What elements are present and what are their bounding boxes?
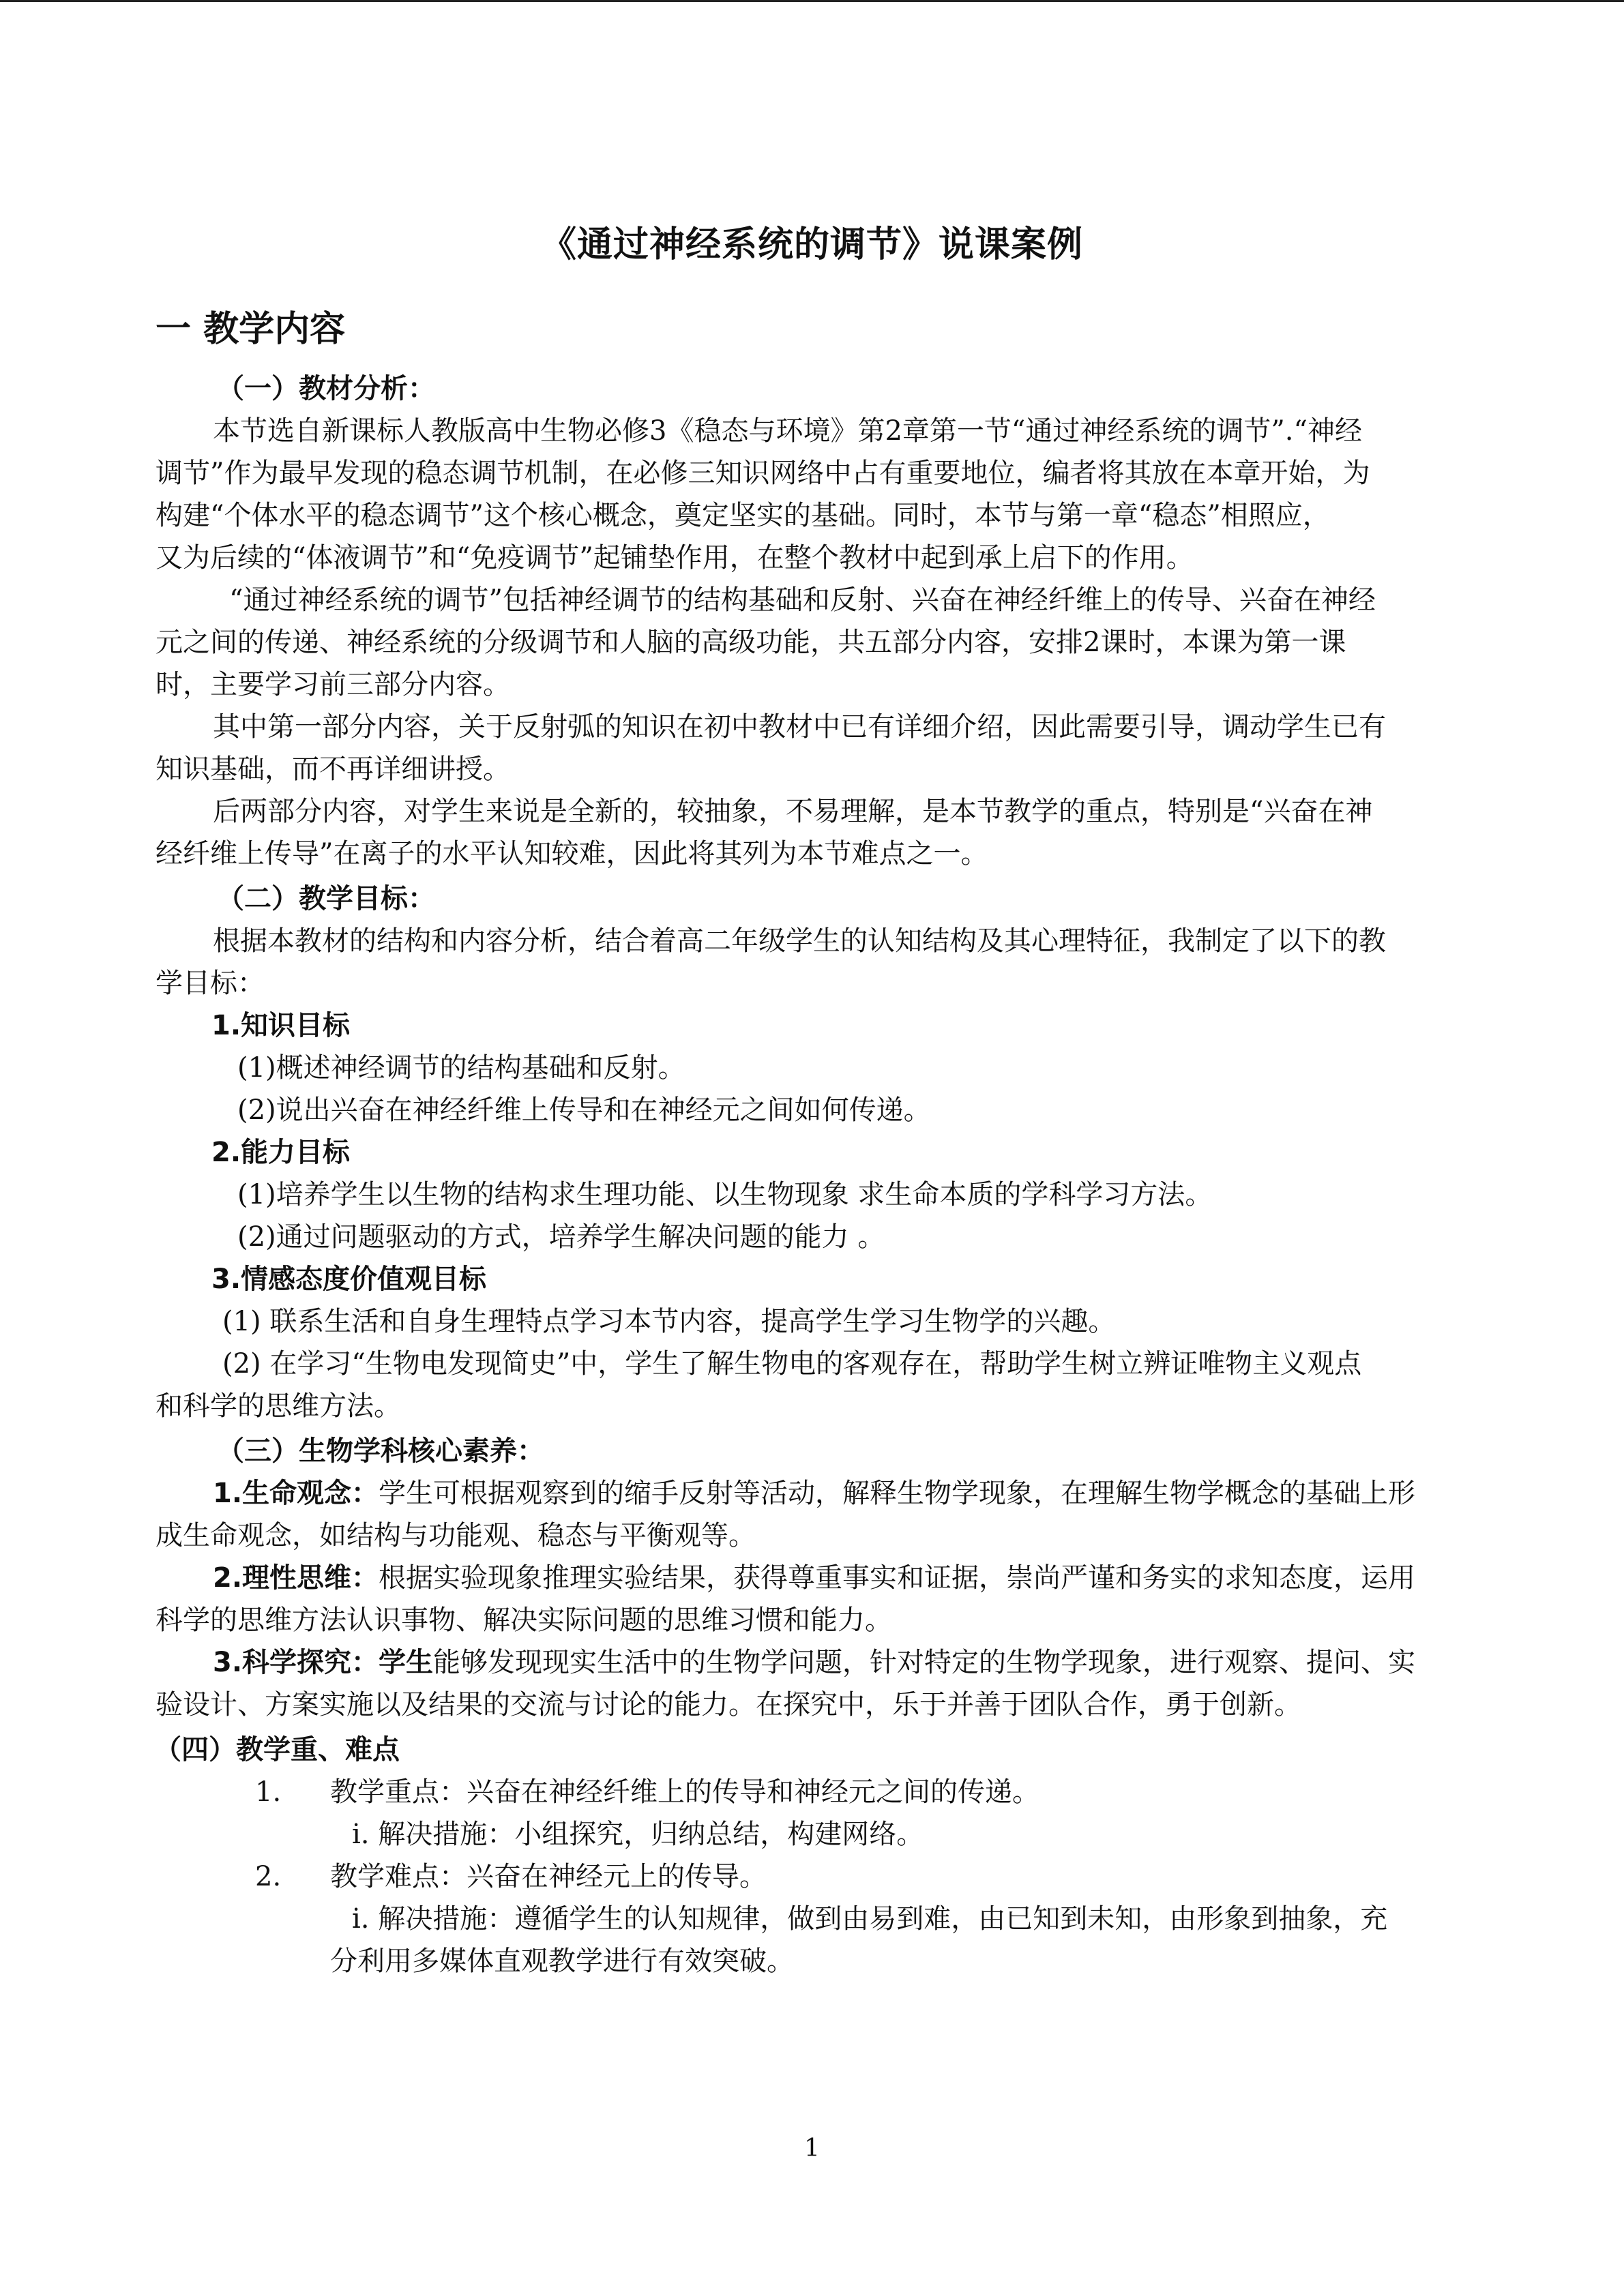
paragraph-line: “通过神经系统的调节”包括神经调节的结构基础和反射、兴奋在神经纤维上的传导、兴奋在神经: [229, 584, 1376, 616]
paragraph-line: 验设计、方案实施以及结果的交流与讨论的能力。在探究中，乐于并善于团队合作，勇于创新。: [156, 1689, 1301, 1720]
core-literacy-line: [213, 1474, 1415, 1512]
goal-heading-ability: 2.能力目标: [211, 1137, 351, 1168]
core-literacy-text: 根据实验现象推理实验结果，获得尊重事实和证据，崇尚严谨和务实的求知态度，运用: [379, 1562, 1416, 1594]
paragraph-line: 经纤维上传导”在离子的水平认知较难，因此将其列为本节难点之一。: [156, 838, 988, 869]
key-point-measure: i. 解决措施：小组探究，归纳总结，构建网络。: [352, 1819, 924, 1850]
key-point-measure: i. 解决措施：遵循学生的认知规律，做到由易到难，由已知到未知，由形象到抽象，充: [352, 1903, 1388, 1935]
key-point-measure-continued: 分利用多媒体直观教学进行有效突破。: [330, 1945, 794, 1977]
goal-item: (2)通过问题驱动的方式，培养学生解决问题的能力 。: [237, 1221, 885, 1253]
core-literacy-label: 1.生命观念：: [213, 1478, 379, 1509]
goal-item-continued: 和科学的思维方法。: [156, 1390, 401, 1422]
paragraph-line: 知识基础，而不再详细讲授。: [156, 754, 510, 785]
subheading-core-literacy: （三）生物学科核心素养：: [217, 1435, 544, 1467]
core-literacy-label: 2.理性思维：: [213, 1562, 379, 1594]
key-point-item: 教学重点：兴奋在神经纤维上的传导和神经元之间的传递。: [330, 1776, 1039, 1808]
core-literacy-text: 能够发现现实生活中的生物学问题，针对特定的生物学现象，进行观察、提问、实: [433, 1647, 1416, 1678]
paragraph-line: 根据本教材的结构和内容分析，结合着高二年级学生的认知结构及其心理特征，我制定了以下的教: [213, 925, 1386, 957]
key-point-item: 教学难点：兴奋在神经元上的传导。: [330, 1861, 767, 1892]
page-number: 1: [804, 2134, 820, 2162]
goal-item: (2) 在学习“生物电发现简史”中，学生了解生物电的客观存在，帮助学生树立辨证唯物主义观点: [222, 1348, 1362, 1380]
paragraph-line: 又为后续的“体液调节”和“免疫调节”起铺垫作用，在整个教材中起到承上启下的作用。: [156, 542, 1194, 573]
paragraph-line: 构建“个体水平的稳态调节”这个核心概念，奠定坚实的基础。同时，本节与第一章“稳态”相照应，: [156, 500, 1330, 531]
goal-heading-knowledge: 1.知识目标: [211, 1010, 351, 1041]
paragraph-line: 元之间的传递、神经系统的分级调节和人脑的高级功能，共五部分内容，安排2课时，本课为第一课: [156, 627, 1346, 658]
document-title: 《通过神经系统的调节》说课案例: [540, 224, 1083, 265]
paragraph-line: 科学的思维方法认识事物、解决实际问题的思维习惯和能力。: [156, 1605, 892, 1636]
goal-item: (1)概述神经调节的结构基础和反射。: [237, 1052, 685, 1084]
list-number: 2.: [255, 1861, 282, 1892]
goal-item: (1)培养学生以生物的结构求生理功能、以生物现象 求生命本质的学科学习方法。: [237, 1179, 1213, 1210]
goal-item: (1) 联系生活和自身生理特点学习本节内容，提高学生学习生物学的兴趣。: [222, 1306, 1116, 1337]
subheading-textbook-analysis: （一）教材分析：: [217, 373, 435, 404]
paragraph-line: 时，主要学习前三部分内容。: [156, 669, 510, 700]
subheading-teaching-goals: （二）教学目标：: [217, 883, 435, 914]
subheading-key-difficult-points: （四）教学重、难点: [154, 1734, 400, 1765]
core-literacy-line: [213, 1559, 1415, 1597]
core-literacy-line: [213, 1643, 1415, 1682]
paragraph-line: 调节”作为最早发现的稳态调节机制，在必修三知识网络中占有重要地位，编者将其放在本章开始，为: [156, 458, 1370, 489]
paragraph-line: 成生命观念，如结构与功能观、稳态与平衡观等。: [156, 1520, 756, 1551]
core-literacy-text: 学生可根据观察到的缩手反射等活动，解释生物学现象，在理解生物学概念的基础上形: [379, 1478, 1416, 1509]
paragraph-line: 本节选自新课标人教版高中生物必修3《稳态与环境》第2章第一节“通过神经系统的调节”.“神经: [213, 415, 1362, 447]
goal-item: (2)说出兴奋在神经纤维上传导和在神经元之间如何传递。: [237, 1094, 931, 1126]
paragraph-line: 其中第一部分内容，关于反射弧的知识在初中教材中已有详细介绍，因此需要引导，调动学生已有: [213, 711, 1386, 743]
core-literacy-label: 3.科学探究：学生: [213, 1647, 434, 1678]
goal-heading-attitude: 3.情感态度价值观目标: [211, 1264, 487, 1295]
section-heading: 一 教学内容: [156, 309, 346, 350]
paragraph-line: 后两部分内容，对学生来说是全新的，较抽象，不易理解，是本节教学的重点，特别是“兴奋在神: [213, 796, 1373, 827]
list-number: 1.: [255, 1776, 282, 1808]
paragraph-line: 学目标：: [156, 968, 265, 999]
